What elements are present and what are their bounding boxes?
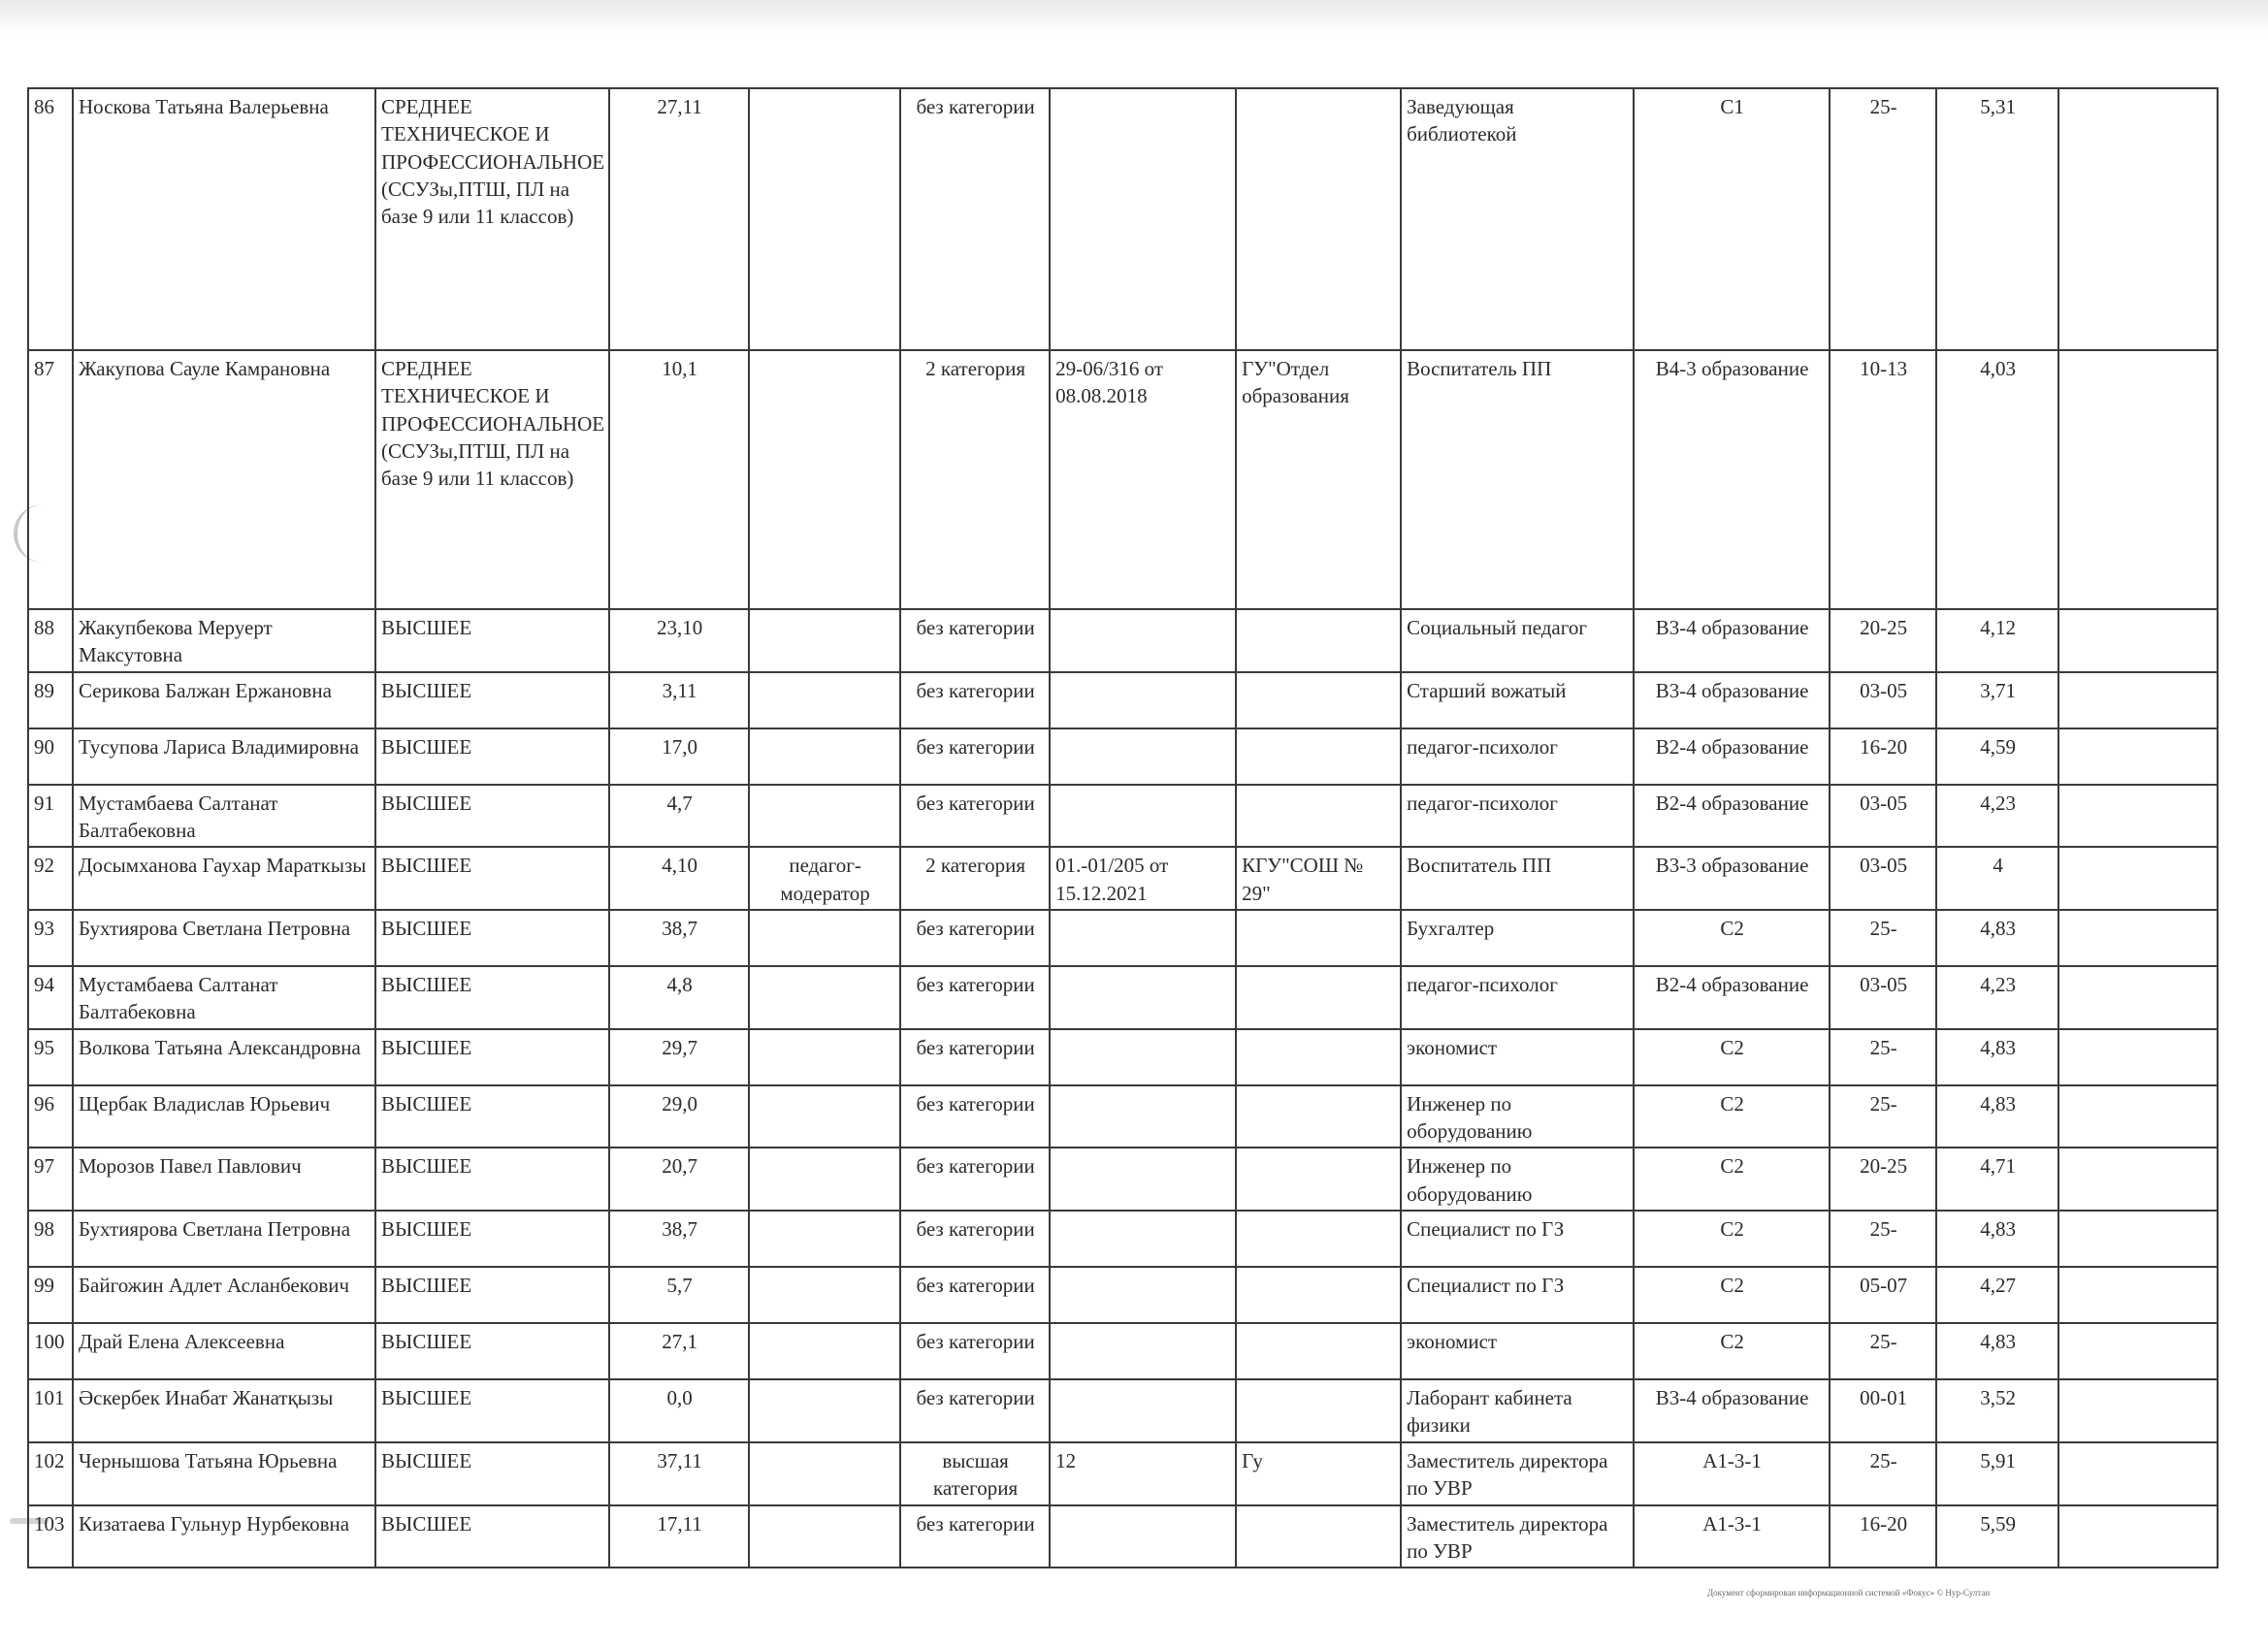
issuing-organization (1236, 785, 1401, 848)
order-number (1050, 1211, 1236, 1267)
position: Воспитатель ПП (1401, 350, 1634, 609)
row-number: 91 (28, 785, 73, 848)
notes (2058, 1029, 2218, 1085)
issuing-organization (1236, 1379, 1401, 1442)
work-experience: 10,1 (609, 350, 749, 609)
experience-range: 25- (1830, 88, 1936, 350)
order-number (1050, 1505, 1236, 1568)
salary-grade: С2 (1634, 910, 1830, 966)
education: ВЫСШЕЕ (375, 966, 609, 1029)
issuing-organization (1236, 1085, 1401, 1148)
order-number (1050, 728, 1236, 785)
salary-grade: В3-4 образование (1634, 1379, 1830, 1442)
row-number: 100 (28, 1323, 73, 1379)
experience-range: 16-20 (1830, 728, 1936, 785)
employee-name: Досымханова Гаухар Мараткызы (73, 847, 375, 910)
work-experience: 23,10 (609, 609, 749, 672)
position: экономист (1401, 1323, 1634, 1379)
coefficient: 4,03 (1936, 350, 2058, 609)
salary-grade: В4-3 образование (1634, 350, 1830, 609)
education: ВЫСШЕЕ (375, 1379, 609, 1442)
row-number: 97 (28, 1148, 73, 1211)
position: экономист (1401, 1029, 1634, 1085)
coefficient: 4,83 (1936, 1085, 2058, 1148)
qualification (749, 785, 900, 848)
employee-name: Мустамбаева Салтанат Балтабековна (73, 785, 375, 848)
employee-name: Носкова Татьяна Валерьевна (73, 88, 375, 350)
order-number (1050, 1029, 1236, 1085)
work-experience: 38,7 (609, 1211, 749, 1267)
experience-range: 20-25 (1830, 1148, 1936, 1211)
employee-name: Бухтиярова Светлана Петровна (73, 910, 375, 966)
row-number: 90 (28, 728, 73, 785)
education: ВЫСШЕЕ (375, 1323, 609, 1379)
notes (2058, 609, 2218, 672)
coefficient: 4 (1936, 847, 2058, 910)
position: Старший вожатый (1401, 672, 1634, 728)
coefficient: 3,71 (1936, 672, 2058, 728)
experience-range: 25- (1830, 1323, 1936, 1379)
table-row (28, 609, 2218, 672)
coefficient: 4,83 (1936, 910, 2058, 966)
row-number: 86 (28, 88, 73, 350)
issuing-organization (1236, 966, 1401, 1029)
education: ВЫСШЕЕ (375, 1211, 609, 1267)
qualification (749, 1148, 900, 1211)
position: Заместитель директора по УВР (1401, 1505, 1634, 1568)
salary-grade: С1 (1634, 88, 1830, 350)
category: без категории (900, 1148, 1050, 1211)
work-experience: 27,11 (609, 88, 749, 350)
table-row (28, 910, 2218, 966)
notes (2058, 88, 2218, 350)
table-row (28, 350, 2218, 609)
row-number: 99 (28, 1267, 73, 1323)
experience-range: 03-05 (1830, 966, 1936, 1029)
table-row (28, 1323, 2218, 1379)
employee-name: Мустамбаева Салтанат Балтабековна (73, 966, 375, 1029)
issuing-organization: КГУ"СОШ № 29" (1236, 847, 1401, 910)
work-experience: 29,0 (609, 1085, 749, 1148)
experience-range: 05-07 (1830, 1267, 1936, 1323)
position: Заведующая библиотекой (1401, 88, 1634, 350)
education: ВЫСШЕЕ (375, 1267, 609, 1323)
education: ВЫСШЕЕ (375, 785, 609, 848)
order-number (1050, 88, 1236, 350)
notes (2058, 1442, 2218, 1505)
employee-name: Байгожин Адлет Асланбекович (73, 1267, 375, 1323)
salary-grade: С2 (1634, 1085, 1830, 1148)
coefficient: 4,83 (1936, 1029, 2058, 1085)
employee-name: Бухтиярова Светлана Петровна (73, 1211, 375, 1267)
notes (2058, 1211, 2218, 1267)
category: без категории (900, 910, 1050, 966)
salary-grade: В3-4 образование (1634, 672, 1830, 728)
order-number (1050, 1267, 1236, 1323)
staff-table (27, 87, 2219, 1568)
category: без категории (900, 609, 1050, 672)
qualification (749, 1029, 900, 1085)
category: без категории (900, 1379, 1050, 1442)
row-number: 92 (28, 847, 73, 910)
issuing-organization (1236, 1267, 1401, 1323)
education: СРЕДНЕЕ ТЕХНИЧЕСКОЕ И ПРОФЕССИОНАЛЬНОЕ (ССУЗы,ПТШ, ПЛ на базе 9 или 11 классов) (375, 350, 609, 609)
table-row (28, 847, 2218, 910)
table-row (28, 1505, 2218, 1568)
row-number: 87 (28, 350, 73, 609)
work-experience: 5,7 (609, 1267, 749, 1323)
qualification (749, 1379, 900, 1442)
table-row (28, 1148, 2218, 1211)
row-number: 95 (28, 1029, 73, 1085)
education: ВЫСШЕЕ (375, 1505, 609, 1568)
experience-range: 25- (1830, 1085, 1936, 1148)
position: педагог-психолог (1401, 728, 1634, 785)
category: без категории (900, 1505, 1050, 1568)
coefficient: 4,83 (1936, 1211, 2058, 1267)
salary-grade: С2 (1634, 1029, 1830, 1085)
education: ВЫСШЕЕ (375, 1029, 609, 1085)
qualification (749, 1267, 900, 1323)
row-number: 101 (28, 1379, 73, 1442)
notes (2058, 1323, 2218, 1379)
employee-name: Кизатаева Гульнур Нурбековна (73, 1505, 375, 1568)
position: Специалист по ГЗ (1401, 1267, 1634, 1323)
work-experience: 4,8 (609, 966, 749, 1029)
issuing-organization (1236, 1148, 1401, 1211)
category: без категории (900, 1323, 1050, 1379)
position: Инженер по оборудованию (1401, 1148, 1634, 1211)
issuing-organization (1236, 1505, 1401, 1568)
education: ВЫСШЕЕ (375, 1085, 609, 1148)
position: Заместитель директора по УВР (1401, 1442, 1634, 1505)
work-experience: 17,0 (609, 728, 749, 785)
employee-name: Жакупбекова Меруерт Максутовна (73, 609, 375, 672)
work-experience: 38,7 (609, 910, 749, 966)
table-row (28, 672, 2218, 728)
notes (2058, 672, 2218, 728)
issuing-organization (1236, 1211, 1401, 1267)
table-row (28, 966, 2218, 1029)
qualification (749, 910, 900, 966)
qualification (749, 966, 900, 1029)
employee-name: Жакупова Сауле Камрановна (73, 350, 375, 609)
category: без категории (900, 1267, 1050, 1323)
employee-name: Щербак Владислав Юрьевич (73, 1085, 375, 1148)
qualification (749, 672, 900, 728)
category: без категории (900, 785, 1050, 848)
issuing-organization: ГУ"Отдел образования (1236, 350, 1401, 609)
experience-range: 25- (1830, 1211, 1936, 1267)
coefficient: 4,59 (1936, 728, 2058, 785)
education: ВЫСШЕЕ (375, 728, 609, 785)
employee-name: Әскербек Инабат Жанатқызы (73, 1379, 375, 1442)
work-experience: 20,7 (609, 1148, 749, 1211)
qualification (749, 609, 900, 672)
order-number: 01.-01/205 от 15.12.2021 (1050, 847, 1236, 910)
education: ВЫСШЕЕ (375, 1148, 609, 1211)
work-experience: 3,11 (609, 672, 749, 728)
salary-grade: С2 (1634, 1211, 1830, 1267)
employee-name: Драй Елена Алексеевна (73, 1323, 375, 1379)
salary-grade: В2-4 образование (1634, 785, 1830, 848)
coefficient: 5,91 (1936, 1442, 2058, 1505)
qualification: педагог-модератор (749, 847, 900, 910)
order-number (1050, 1323, 1236, 1379)
row-number: 88 (28, 609, 73, 672)
position: Инженер по оборудованию (1401, 1085, 1634, 1148)
issuing-organization (1236, 1029, 1401, 1085)
row-number: 102 (28, 1442, 73, 1505)
order-number (1050, 672, 1236, 728)
work-experience: 0,0 (609, 1379, 749, 1442)
coefficient: 5,59 (1936, 1505, 2058, 1568)
work-experience: 4,7 (609, 785, 749, 848)
work-experience: 29,7 (609, 1029, 749, 1085)
order-number (1050, 910, 1236, 966)
notes (2058, 785, 2218, 848)
salary-grade: В2-4 образование (1634, 966, 1830, 1029)
experience-range: 03-05 (1830, 672, 1936, 728)
employee-name: Морозов Павел Павлович (73, 1148, 375, 1211)
notes (2058, 1148, 2218, 1211)
issuing-organization (1236, 728, 1401, 785)
position: Лаборант кабинета физики (1401, 1379, 1634, 1442)
position: Воспитатель ПП (1401, 847, 1634, 910)
experience-range: 16-20 (1830, 1505, 1936, 1568)
category: 2 категория (900, 847, 1050, 910)
coefficient: 4,23 (1936, 785, 2058, 848)
experience-range: 10-13 (1830, 350, 1936, 609)
category: без категории (900, 1085, 1050, 1148)
row-number: 103 (28, 1505, 73, 1568)
salary-grade: В3-4 образование (1634, 609, 1830, 672)
position: педагог-психолог (1401, 785, 1634, 848)
education: ВЫСШЕЕ (375, 1442, 609, 1505)
notes (2058, 350, 2218, 609)
order-number (1050, 1379, 1236, 1442)
qualification (749, 88, 900, 350)
coefficient: 4,83 (1936, 1323, 2058, 1379)
experience-range: 03-05 (1830, 847, 1936, 910)
table-row (28, 1029, 2218, 1085)
employee-name: Чернышова Татьяна Юрьевна (73, 1442, 375, 1505)
position: педагог-психолог (1401, 966, 1634, 1029)
salary-grade: А1-3-1 (1634, 1505, 1830, 1568)
category: без категории (900, 672, 1050, 728)
coefficient: 4,27 (1936, 1267, 2058, 1323)
table-row (28, 1085, 2218, 1148)
qualification (749, 1442, 900, 1505)
order-number (1050, 966, 1236, 1029)
experience-range: 25- (1830, 1029, 1936, 1085)
employee-name: Волкова Татьяна Александровна (73, 1029, 375, 1085)
position: Социальный педагог (1401, 609, 1634, 672)
coefficient: 4,71 (1936, 1148, 2058, 1211)
table-row (28, 1211, 2218, 1267)
category: без категории (900, 88, 1050, 350)
table-row (28, 88, 2218, 350)
notes (2058, 910, 2218, 966)
table-row (28, 1379, 2218, 1442)
employee-name: Серикова Балжан Ержановна (73, 672, 375, 728)
order-number (1050, 609, 1236, 672)
row-number: 89 (28, 672, 73, 728)
education: ВЫСШЕЕ (375, 910, 609, 966)
work-experience: 4,10 (609, 847, 749, 910)
experience-range: 00-01 (1830, 1379, 1936, 1442)
order-number: 12 (1050, 1442, 1236, 1505)
category: без категории (900, 966, 1050, 1029)
notes (2058, 966, 2218, 1029)
work-experience: 27,1 (609, 1323, 749, 1379)
salary-grade: С2 (1634, 1267, 1830, 1323)
education: ВЫСШЕЕ (375, 672, 609, 728)
notes (2058, 1267, 2218, 1323)
salary-grade: А1-3-1 (1634, 1442, 1830, 1505)
education: ВЫСШЕЕ (375, 847, 609, 910)
position: Специалист по ГЗ (1401, 1211, 1634, 1267)
qualification (749, 1323, 900, 1379)
order-number: 29-06/316 от 08.08.2018 (1050, 350, 1236, 609)
category: высшая категория (900, 1442, 1050, 1505)
row-number: 96 (28, 1085, 73, 1148)
qualification (749, 1505, 900, 1568)
notes (2058, 1085, 2218, 1148)
work-experience: 37,11 (609, 1442, 749, 1505)
experience-range: 25- (1830, 1442, 1936, 1505)
category: без категории (900, 1029, 1050, 1085)
salary-grade: В3-3 образование (1634, 847, 1830, 910)
coefficient: 3,52 (1936, 1379, 2058, 1442)
category: без категории (900, 728, 1050, 785)
coefficient: 4,12 (1936, 609, 2058, 672)
qualification (749, 728, 900, 785)
education: ВЫСШЕЕ (375, 609, 609, 672)
footnote: Документ сформирован информационной системой «Фокус» © Нур-Султан (1707, 1588, 1991, 1598)
employee-name: Тусупова Лариса Владимировна (73, 728, 375, 785)
coefficient: 4,23 (1936, 966, 2058, 1029)
order-number (1050, 785, 1236, 848)
position: Бухгалтер (1401, 910, 1634, 966)
table-row (28, 785, 2218, 848)
issuing-organization (1236, 1323, 1401, 1379)
notes (2058, 728, 2218, 785)
experience-range: 25- (1830, 910, 1936, 966)
salary-grade: С2 (1634, 1148, 1830, 1211)
salary-grade: В2-4 образование (1634, 728, 1830, 785)
issuing-organization (1236, 88, 1401, 350)
order-number (1050, 1148, 1236, 1211)
issuing-organization (1236, 672, 1401, 728)
work-experience: 17,11 (609, 1505, 749, 1568)
scan-shadow (0, 0, 2268, 39)
qualification (749, 1211, 900, 1267)
table-row (28, 1267, 2218, 1323)
issuing-organization: Гу (1236, 1442, 1401, 1505)
issuing-organization (1236, 910, 1401, 966)
category: 2 категория (900, 350, 1050, 609)
table-row (28, 1442, 2218, 1505)
education: СРЕДНЕЕ ТЕХНИЧЕСКОЕ И ПРОФЕССИОНАЛЬНОЕ (ССУЗы,ПТШ, ПЛ на базе 9 или 11 классов) (375, 88, 609, 350)
row-number: 98 (28, 1211, 73, 1267)
experience-range: 20-25 (1830, 609, 1936, 672)
notes (2058, 847, 2218, 910)
notes (2058, 1379, 2218, 1442)
row-number: 94 (28, 966, 73, 1029)
salary-grade: С2 (1634, 1323, 1830, 1379)
notes (2058, 1505, 2218, 1568)
table-row (28, 728, 2218, 785)
row-number: 93 (28, 910, 73, 966)
issuing-organization (1236, 609, 1401, 672)
qualification (749, 350, 900, 609)
qualification (749, 1085, 900, 1148)
coefficient: 5,31 (1936, 88, 2058, 350)
experience-range: 03-05 (1830, 785, 1936, 848)
order-number (1050, 1085, 1236, 1148)
category: без категории (900, 1211, 1050, 1267)
